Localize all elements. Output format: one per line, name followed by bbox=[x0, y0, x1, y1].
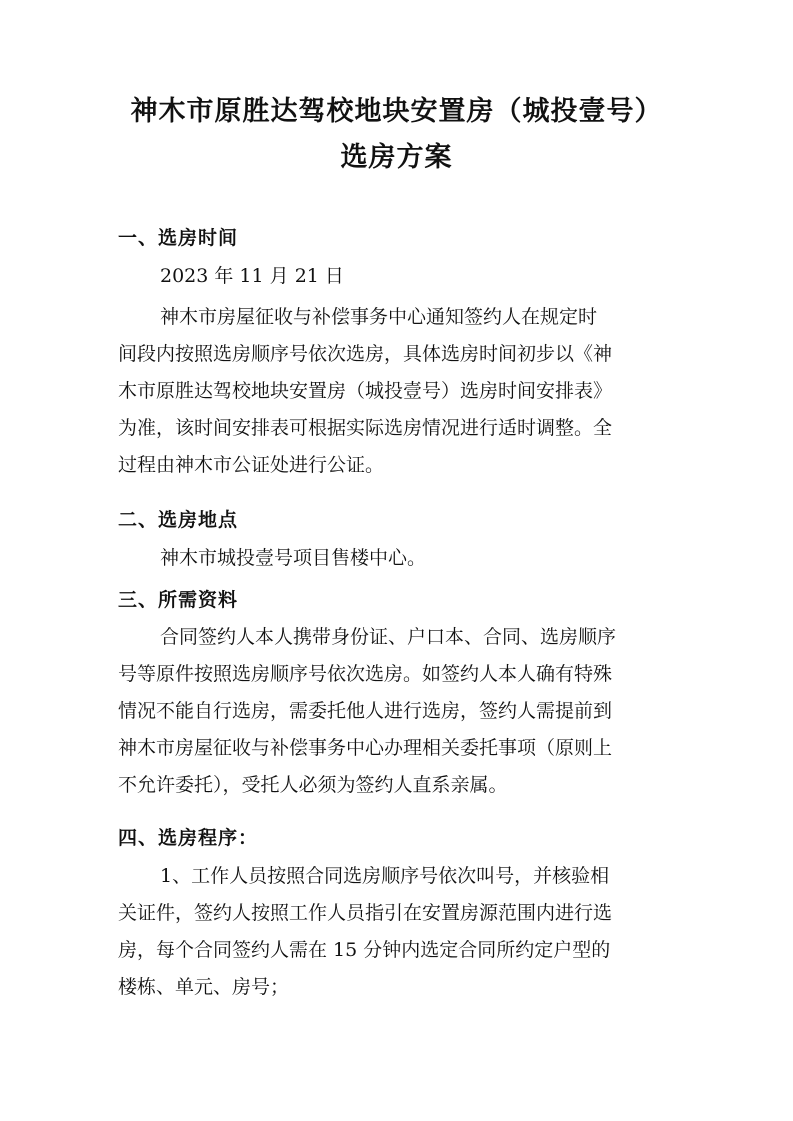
paragraph-materials bbox=[118, 619, 678, 804]
paragraph-line: 号等原件按照选房顺序号依次选房。如签约人本人确有特殊 bbox=[118, 663, 613, 685]
paragraph-time-details bbox=[118, 299, 678, 484]
paragraph-date bbox=[118, 258, 678, 295]
paragraph-line: 间段内按照选房顺序号依次选房，具体选房时间初步以《神 bbox=[118, 343, 613, 365]
section-heading-materials: 三、所需资料 bbox=[118, 589, 239, 611]
section-heading-time: 一、选房时间 bbox=[118, 227, 239, 249]
paragraph-line: 合同签约人本人携带身份证、户口本、合同、选房顺序 bbox=[160, 626, 617, 648]
paragraph-line: 木市原胜达驾校地块安置房（城投壹号）选房时间安排表》 bbox=[118, 380, 613, 402]
paragraph-procedure bbox=[118, 858, 678, 1006]
paragraph-line: 2023 年 11 月 21 日 bbox=[160, 265, 344, 287]
paragraph-line: 神木市城投壹号项目售楼中心。 bbox=[160, 547, 427, 569]
paragraph-line: 房，每个合同签约人需在 15 分钟内选定合同所约定户型的 bbox=[118, 939, 611, 961]
paragraph-line: 情况不能自行选房，需委托他人进行选房，签约人需提前到 bbox=[118, 700, 613, 722]
paragraph-line: 1、工作人员按照合同选房顺序号依次叫号，并核验相 bbox=[160, 865, 610, 887]
section-heading-procedure: 四、选房程序： bbox=[118, 827, 259, 849]
paragraph-line: 关证件，签约人按照工作人员指引在安置房源范围内进行选 bbox=[118, 902, 613, 924]
paragraph-line: 不允许委托），受托人必须为签约人直系亲属。 bbox=[118, 774, 508, 796]
paragraph-line: 为准，该时间安排表可根据实际选房情况进行适时调整。全 bbox=[118, 417, 613, 439]
paragraph-line: 楼栋、单元、房号； bbox=[118, 976, 290, 998]
paragraph-line: 过程由神木市公证处进行公证。 bbox=[118, 454, 385, 476]
document-title-line-1: 神木市原胜达驾校地块安置房（城投壹号） bbox=[130, 96, 663, 127]
section-heading-location: 二、选房地点 bbox=[118, 509, 239, 531]
paragraph-line: 神木市房屋征收与补偿事务中心通知签约人在规定时 bbox=[160, 306, 598, 328]
document-title-line-2: 选房方案 bbox=[340, 142, 453, 173]
paragraph-line: 神木市房屋征收与补偿事务中心办理相关委托事项（原则上 bbox=[118, 737, 613, 759]
paragraph-location bbox=[118, 540, 678, 577]
